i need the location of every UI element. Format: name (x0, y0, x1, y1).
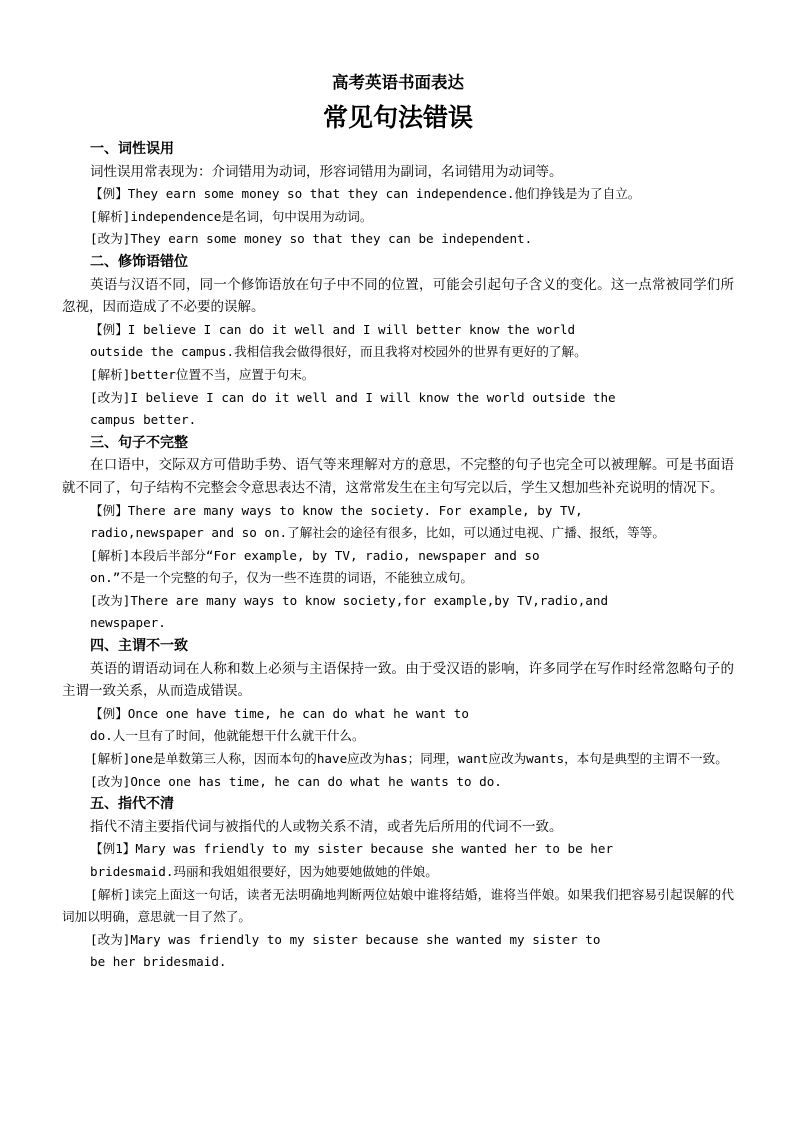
correction-line-1: [改为]I believe I can do it well and I will know the world outside the (90, 389, 616, 405)
example-line-1: 【例】There are many ways to know the society. For example, by TV, (90, 502, 583, 518)
section-heading: 三、句子不完整 (90, 434, 188, 451)
correction-line-2: be her bridesmaid. (90, 954, 227, 970)
section-heading: 二、修饰语错位 (90, 253, 188, 270)
example-text (90, 838, 734, 883)
section-2 (62, 251, 734, 432)
section-5 (62, 793, 734, 974)
correction-line-2: newspaper. (90, 615, 166, 631)
example-line-1: 【例1】Mary was friendly to my sister because she wanted her to be her (90, 841, 614, 857)
correction-text (90, 590, 734, 635)
document-title: 高考英语书面表达 (332, 73, 464, 92)
section-4 (62, 635, 734, 793)
section-heading: 一、词性误用 (90, 141, 174, 157)
analysis-text: [解析]one是单数第三人称，因而本句的have应改为has；同理，want应改为wants，本句是典型的主谓不一致。 (90, 751, 728, 767)
document-subtitle: 常见句法错误 (322, 103, 473, 132)
section-1 (62, 138, 734, 251)
section-3 (62, 432, 734, 635)
section-intro: 指代不清主要指代词与被指代的人或物关系不清，或者先后所用的代词不一致。 (90, 818, 563, 835)
correction-line-2: campus better. (90, 412, 197, 428)
example-text (90, 703, 734, 748)
section-heading: 五、指代不清 (90, 796, 174, 813)
example-text (62, 500, 734, 545)
analysis-line-1: [解析]本段后半部分“For example, by TV, radio, newspaper and so (90, 547, 540, 563)
analysis-text: [解析]independence是名词，句中误用为动词。 (90, 208, 373, 224)
example-line-1: 【例】Once one have time, he can do what he want to (90, 705, 469, 721)
correction-line-1: [改为]There are many ways to know society,for example,by TV,radio,and (90, 592, 609, 608)
example-line-2: bridesmaid.玛丽和我姐姐很要好，因为她要她做她的伴娘。 (90, 864, 438, 879)
correction-line-1: [改为]Mary was friendly to my sister because she wanted my sister to (90, 931, 601, 947)
correction-text (90, 929, 734, 974)
example-line-2: do.人一旦有了时间，他就能想干什么就干什么。 (90, 728, 365, 744)
correction-text: [改为]They earn some money so that they can be independent. (90, 231, 533, 247)
example-text: 【例】They earn some money so that they can independence.他们挣钱是为了自立。 (90, 186, 641, 202)
section-heading: 四、主谓不一致 (90, 638, 188, 655)
section-intro: 在口语中，交际双方可借助手势、语气等来理解对方的意思，不完整的句子也完全可以被理解。可是书面语就不同了，句子结构不完整会令意思表达不清，这常常发生在主句写完以后，学生又想加些补充说明的情况下。 (62, 457, 734, 496)
section-intro: 英语的谓语动词在人称和数上必须与主语保持一致。由于受汉语的影响，许多同学在写作时经常忽略句子的主谓一致关系，从而造成错误。 (62, 660, 734, 700)
analysis-text: [解析]better位置不当，应置于句末。 (90, 366, 315, 382)
correction-text: [改为]Once one has time, he can do what he wants to do. (90, 773, 502, 789)
analysis-line-2: on.”不是一个完整的句子，仅为一些不连贯的词语，不能独立成句。 (90, 570, 473, 586)
section-intro: 词性误用常表现为：介词错用为动词，形容词错用为副词，名词错用为动词等。 (90, 163, 563, 180)
example-line-2: outside the campus.我相信我会做得很好，而且我将对校园外的世界有更好的了解。 (90, 344, 587, 360)
correction-text (90, 387, 734, 432)
section-intro: 英语与汉语不同，同一个修饰语放在句子中不同的位置，可能会引起句子含义的变化。这一点常被同学们所忽视，因而造成了不必要的误解。 (62, 276, 734, 316)
example-line-2: radio,newspaper and so on.了解社会的途径有很多，比如，可以通过电视、广播、报纸，等等。 (90, 525, 665, 541)
analysis-text: [解析]读完上面这一句话，读者无法明确地判断两位姑娘中谁将结婚，谁将当伴娘。如果我们把容易引起误解的代词加以明确，意思就一目了然了。 (62, 886, 734, 925)
example-text (90, 319, 734, 364)
example-line-1: 【例】I believe I can do it well and I will better know the world (90, 321, 576, 337)
analysis-text (90, 545, 734, 590)
